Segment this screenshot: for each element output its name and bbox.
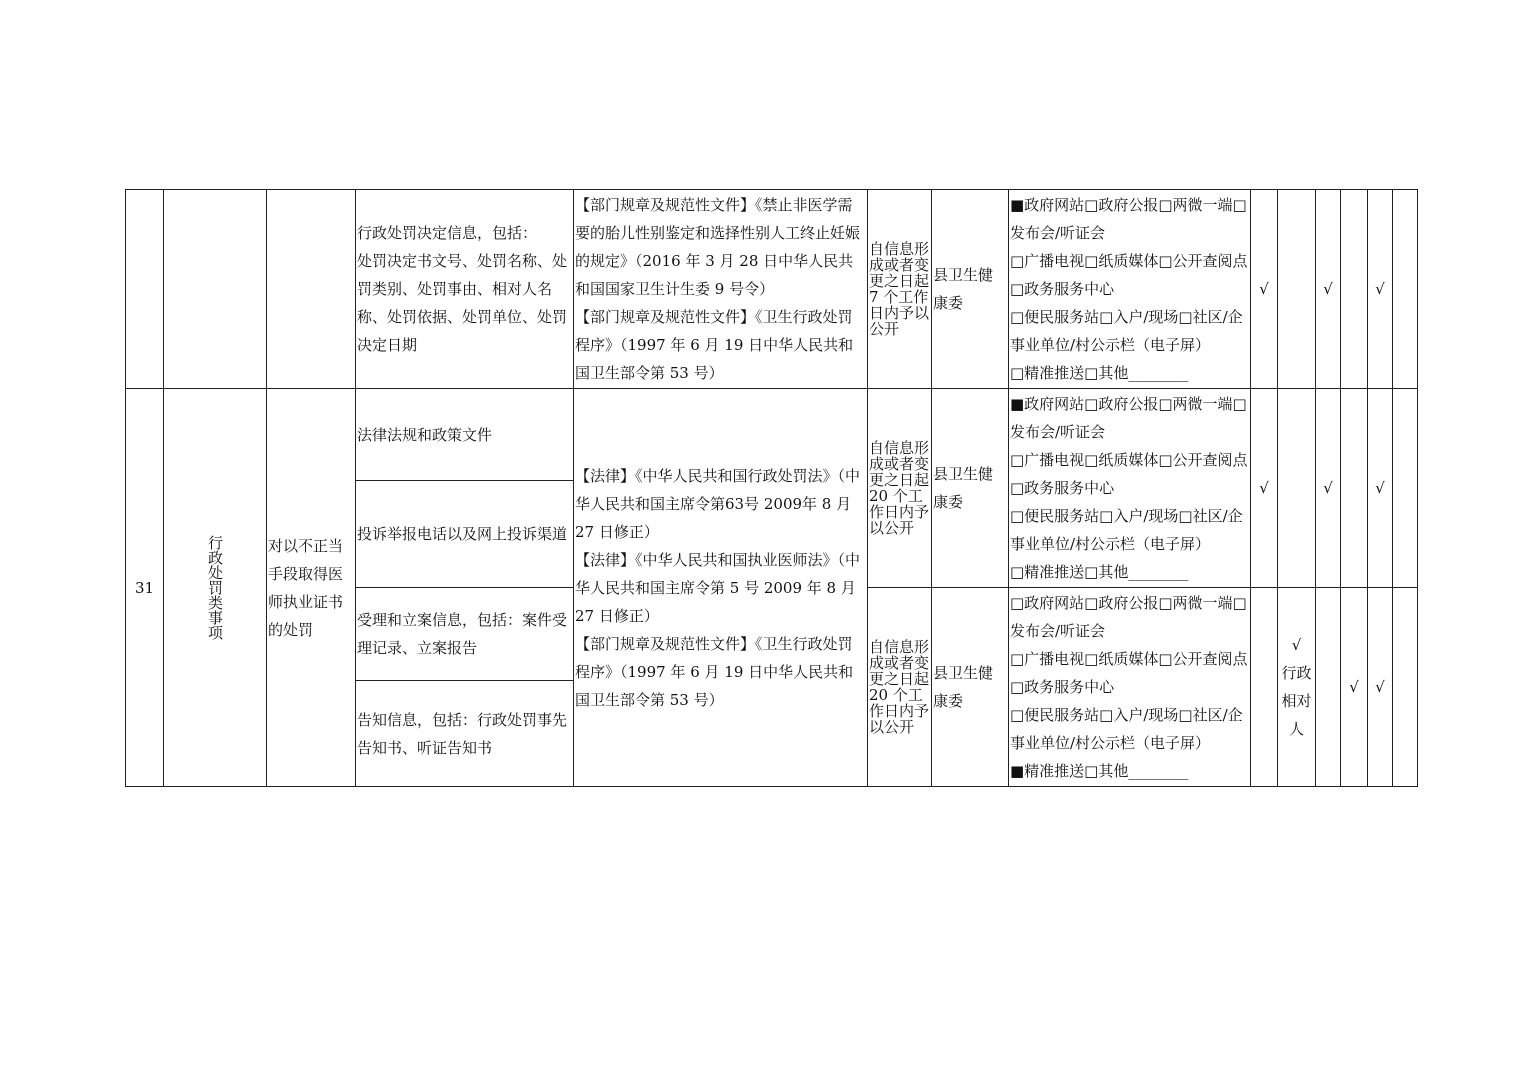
content-cell: 行政处罚决定信息，包括： 处罚决定书文号、处罚名称、处罚类别、处罚事由、相对人名称、处罚依据、处罚单位、处罚决定日期: [356, 190, 574, 389]
basis-cell: 【法律】《中华人民共和国行政处罚法》（中华人民共和国主席令第63号 2009年 8 月 27 日修正） 【法律】《中华人民共和国执业医师法》（中华人民共和国主席令第 5 号 2009 年 8 月 27 日修正） 【部门规章及规范性文件】《卫生行政处罚程序》（1997 年 6 月 19 日中华人民共和国卫生部令第 53 号）: [574, 389, 868, 787]
channels-cell: ■政府网站□政府公报□两微一端□发布会/听证会 □广播电视□纸质媒体□公开查阅点□政务服务中心 □便民服务站□入户/现场□社区/企事业单位/村公示栏（电子屏） □精准推送□其他________: [1009, 389, 1251, 588]
check-cell: [1393, 389, 1418, 588]
subject-cell: 县卫生健康委: [932, 588, 1009, 787]
check-cell: [1278, 190, 1316, 389]
check-cell: √: [1251, 389, 1278, 588]
check-cell: √: [1316, 389, 1341, 588]
table-row: [126, 190, 1418, 389]
content-cell: 告知信息，包括：行政处罚事先告知书、听证告知书: [356, 681, 574, 787]
channels-cell: □政府网站□政府公报□两微一端□发布会/听证会 □广播电视□纸质媒体□公开查阅点□政务服务中心 □便民服务站□入户/现场□社区/企事业单位/村公示栏（电子屏） ■精准推送□其他________: [1009, 588, 1251, 787]
disclosure-table: [125, 189, 1418, 787]
content-cell: 法律法规和政策文件: [356, 389, 574, 481]
category-cell: [164, 190, 267, 389]
item-cell: 对以不正当手段取得医师执业证书的处罚: [267, 389, 356, 787]
subject-cell: 县卫生健康委: [932, 190, 1009, 389]
subject-cell: 县卫生健康委: [932, 389, 1009, 588]
time-limit-cell: 自信息形成或者变更之日起 20 个工作日内予以公开: [868, 389, 932, 588]
time-limit-cell: 自信息形成或者变更之日起 20 个工作日内予以公开: [868, 588, 932, 787]
check-cell: √: [1316, 190, 1341, 389]
time-limit-cell: 自信息形成或者变更之日起 7 个工作日内予以公开: [868, 190, 932, 389]
check-cell: √: [1368, 588, 1393, 787]
check-cell: [1393, 588, 1418, 787]
check-cell: √: [1368, 389, 1393, 588]
seq-cell: 31: [126, 389, 164, 787]
content-cell: 投诉举报电话以及网上投诉渠道: [356, 481, 574, 588]
channels-cell: ■政府网站□政府公报□两微一端□发布会/听证会 □广播电视□纸质媒体□公开查阅点□政务服务中心 □便民服务站□入户/现场□社区/企事业单位/村公示栏（电子屏） □精准推送□其他________: [1009, 190, 1251, 389]
item-cell: [267, 190, 356, 389]
check-cell: [1341, 389, 1368, 588]
check-cell: [1393, 190, 1418, 389]
check-cell: [1316, 588, 1341, 787]
category-cell: 行政处罚类事项: [164, 389, 267, 787]
check-cell: √: [1368, 190, 1393, 389]
check-cell: [1278, 389, 1316, 588]
check-cell: √: [1251, 190, 1278, 389]
check-cell: [1341, 190, 1368, 389]
seq-cell: [126, 190, 164, 389]
check-cell: √ 行政相对人: [1278, 588, 1316, 787]
check-cell: √: [1341, 588, 1368, 787]
basis-cell: 【部门规章及规范性文件】《禁止非医学需要的胎儿性别鉴定和选择性别人工终止妊娠的规定》（2016 年 3 月 28 日中华人民共和国国家卫生计生委 9 号令） 【部门规章及规范性文件】《卫生行政处罚程序》（1997 年 6 月 19 日中华人民共和国卫生部令第 53 号）: [574, 190, 868, 389]
check-cell: [1251, 588, 1278, 787]
table-row: [126, 389, 1418, 481]
content-cell: 受理和立案信息，包括：案件受理记录、立案报告: [356, 588, 574, 681]
